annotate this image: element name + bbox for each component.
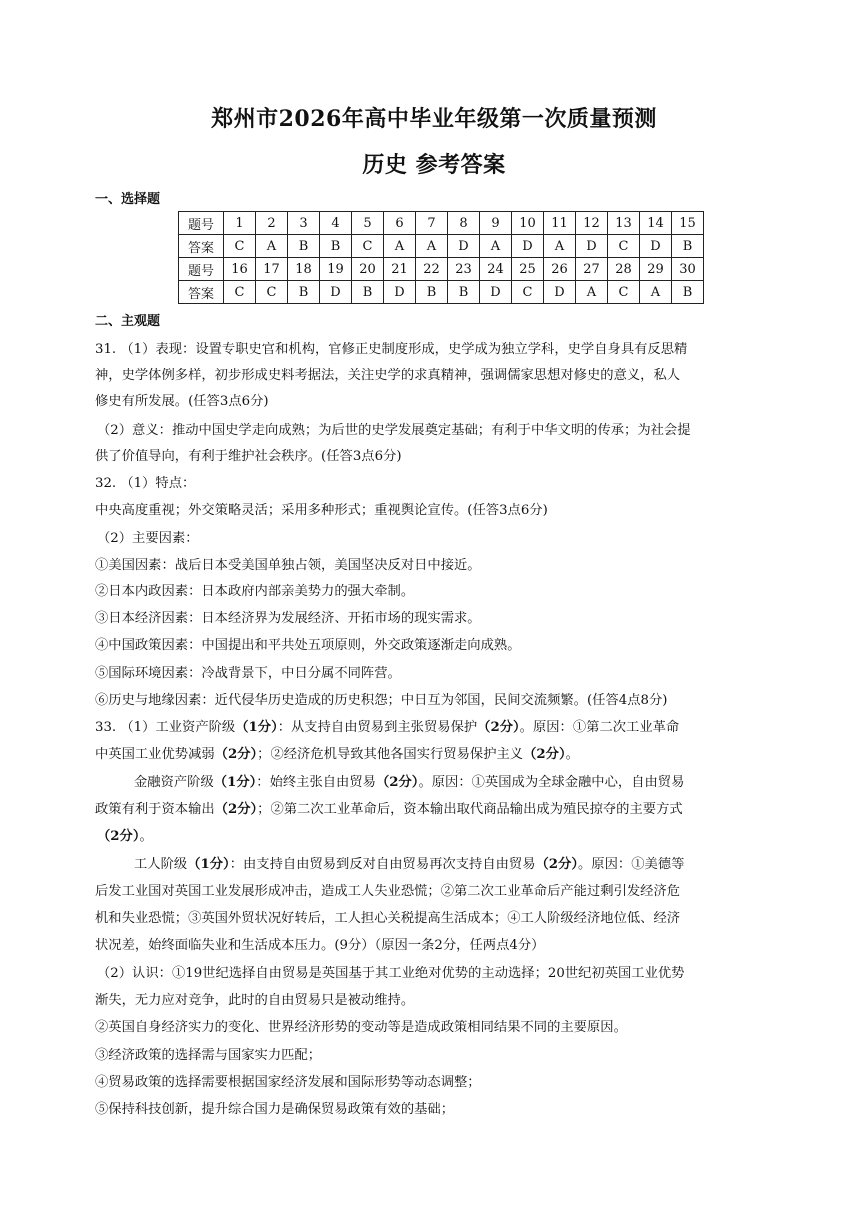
answer-table-cell: 28 xyxy=(608,258,640,281)
q32-line-5: ②日本内政因素：日本政府内部亲美势力的强大牵制。 xyxy=(95,584,415,599)
answer-table-a-row-2 xyxy=(179,281,704,304)
answer-table-cell: 21 xyxy=(384,258,416,281)
answer-table-cell: 13 xyxy=(608,212,640,235)
answer-table-cell: A xyxy=(256,235,288,258)
answer-table-a-row-1 xyxy=(179,235,704,258)
answer-table-cell: 5 xyxy=(352,212,384,235)
section-heading-subjective: 二、主观题 xyxy=(95,314,161,329)
q33-line-10: （2）认识：①19世纪选择自由贸易是英国基于其工业绝对优势的主动选择；20世纪初英国工业优势 xyxy=(97,966,685,981)
q33-line-14: ④贸易政策的选择需要根据国家经济发展和国际形势等动态调整； xyxy=(95,1075,481,1090)
answer-table-cell: 9 xyxy=(480,212,512,235)
q33-line-4: 政策有利于资本输出（2分）；②第二次工业革命后，资本输出取代商品输出成为殖民掠夺的主要方式 xyxy=(95,802,683,817)
answer-table-cell: 4 xyxy=(320,212,352,235)
answer-table-cell: D xyxy=(640,235,672,258)
answer-table-row-label: 答案 xyxy=(179,281,224,304)
answer-table-cell: D xyxy=(384,281,416,304)
q32-line-4: ①美国因素：战后日本受美国单独占领，美国坚决反对日中接近。 xyxy=(95,558,481,573)
answer-table-cell: D xyxy=(544,281,576,304)
answer-table-cell: A xyxy=(576,281,608,304)
answer-table xyxy=(178,211,704,304)
answer-table-row-label: 答案 xyxy=(179,235,224,258)
answer-table-cell: B xyxy=(288,281,320,304)
answer-table-cell: B xyxy=(672,281,704,304)
answer-table-cell: C xyxy=(256,281,288,304)
answer-table-cell: 22 xyxy=(416,258,448,281)
answer-table-cell: A xyxy=(544,235,576,258)
q33-line-2: 中英国工业优势减弱（2分）；②经济危机导致其他各国实行贸易保护主义（2分）。 xyxy=(95,747,579,762)
answer-table-cell: D xyxy=(480,281,512,304)
q32-line-2: 中央高度重视；外交策略灵活；采用多种形式；重视舆论宣传。(任答3点6分) xyxy=(95,503,548,518)
answer-table-q-row-2 xyxy=(179,258,704,281)
answer-table-cell: C xyxy=(224,235,256,258)
q32-line-6: ③日本经济因素：日本经济界为发展经济、开拓市场的现实需求。 xyxy=(95,611,481,626)
answer-table-cell: 30 xyxy=(672,258,704,281)
q31-line-1: 31. （1）表现：设置专职史官和机构，官修正史制度形成，史学成为独立学科，史学自身具有反思精 xyxy=(95,342,688,357)
answer-table-cell: 11 xyxy=(544,212,576,235)
answer-table-cell: C xyxy=(608,281,640,304)
q33-line-1: 33. （1）工业资产阶级（1分）：从支持自由贸易到主张贸易保护（2分）。原因：①第二次工业革命 xyxy=(95,720,680,735)
q33-line-9: 状况差，始终面临失业和生活成本压力。(9分）（原因一条2分，任两点4分） xyxy=(95,938,545,953)
answer-table-cell: 14 xyxy=(640,212,672,235)
q32-line-3: （2）主要因素： xyxy=(97,531,199,546)
answer-table-cell: 29 xyxy=(640,258,672,281)
answer-table-cell: A xyxy=(640,281,672,304)
answer-table-cell: B xyxy=(320,235,352,258)
section-heading-choice: 一、选择题 xyxy=(95,192,161,207)
q33-line-6: 工人阶级（1分）：由支持自由贸易到反对自由贸易再次支持自由贸易（2分）。原因：①美德等 xyxy=(134,857,685,872)
answer-table-cell: A xyxy=(480,235,512,258)
answer-table-cell: D xyxy=(512,235,544,258)
answer-table-cell: B xyxy=(288,235,320,258)
answer-table-cell: 25 xyxy=(512,258,544,281)
q33-line-11: 渐失，无力应对竞争，此时的自由贸易只是被动维持。 xyxy=(95,993,415,1008)
answer-table-cell: C xyxy=(512,281,544,304)
answer-table-cell: 17 xyxy=(256,258,288,281)
q33-line-5: （2分）。 xyxy=(97,829,153,844)
answer-table-cell: 24 xyxy=(480,258,512,281)
answer-table-q-row-1 xyxy=(179,212,704,235)
answer-table-cell: 6 xyxy=(384,212,416,235)
q33-line-8: 机和失业恐慌；③英国外贸状况好转后，工人担心关税提高生活成本；④工人阶级经济地位低、经济 xyxy=(95,911,681,926)
q32-line-8: ⑤国际环境因素：冷战背景下，中日分属不同阵营。 xyxy=(95,666,401,681)
answer-table-cell: D xyxy=(320,281,352,304)
answer-table-cell: 2 xyxy=(256,212,288,235)
answer-table-cell: C xyxy=(608,235,640,258)
answer-table-cell: D xyxy=(448,235,480,258)
answer-table-cell: B xyxy=(416,281,448,304)
answer-table-cell: 3 xyxy=(288,212,320,235)
answer-table-row-label: 题号 xyxy=(179,258,224,281)
q33-line-15: ⑤保持科技创新，提升综合国力是确保贸易政策有效的基础； xyxy=(95,1102,455,1117)
answer-table-cell: 19 xyxy=(320,258,352,281)
answer-table-cell: A xyxy=(384,235,416,258)
answer-table-cell: 10 xyxy=(512,212,544,235)
q32-line-1: 32. （1）特点： xyxy=(95,476,196,491)
answer-table-cell: B xyxy=(672,235,704,258)
answer-table-cell: 16 xyxy=(224,258,256,281)
answer-table-row-label: 题号 xyxy=(179,212,224,235)
q33-line-3: 金融资产阶级（1分）：始终主张自由贸易（2分）。原因：①英国成为全球金融中心，自由贸易 xyxy=(134,775,685,790)
answer-table-cell: B xyxy=(448,281,480,304)
q32-line-9: ⑥历史与地缘因素：近代侵华历史造成的历史积怨；中日互为邻国，民间交流频繁。(任答4点8分) xyxy=(95,693,668,708)
answer-table-cell: 20 xyxy=(352,258,384,281)
answer-table-cell: 15 xyxy=(672,212,704,235)
answer-table-cell: 1 xyxy=(224,212,256,235)
q33-line-13: ③经济政策的选择需与国家实力匹配； xyxy=(95,1048,322,1063)
answer-table-cell: B xyxy=(352,281,384,304)
answer-table-cell: 8 xyxy=(448,212,480,235)
q33-line-7: 后发工业国对英国工业发展形成冲击，造成工人失业恐慌；②第二次工业革命后产能过剩引发经济危 xyxy=(95,884,681,899)
answer-table-cell: A xyxy=(416,235,448,258)
answer-table-cell: 12 xyxy=(576,212,608,235)
q31-line-4: （2）意义：推动中国史学走向成熟；为后世的史学发展奠定基础；有利于中华文明的传承；为社会提 xyxy=(97,423,691,438)
q31-line-3: 修史有所发展。(任答3点6分) xyxy=(95,394,269,409)
answer-table-cell: 27 xyxy=(576,258,608,281)
answer-table-cell: 26 xyxy=(544,258,576,281)
answer-table-cell: 23 xyxy=(448,258,480,281)
page-subtitle: 历史 参考答案 xyxy=(362,152,506,178)
answer-table-cell: C xyxy=(352,235,384,258)
answer-table-cell: C xyxy=(224,281,256,304)
q31-line-5: 供了价值导向，有利于维护社会秩序。(任答3点6分) xyxy=(95,449,402,464)
answer-table-cell: 18 xyxy=(288,258,320,281)
page-title: 郑州市2026年高中毕业年级第一次质量预测 xyxy=(211,106,657,132)
q33-line-12: ②英国自身经济实力的变化、世界经济形势的变动等是造成政策相同结果不同的主要原因。 xyxy=(95,1020,627,1035)
q31-line-2: 神，史学体例多样，初步形成史料考据法，关注史学的求真精神，强调儒家思想对修史的意义，私人 xyxy=(95,368,681,383)
q32-line-7: ④中国政策因素：中国提出和平共处五项原则，外交政策逐渐走向成熟。 xyxy=(95,638,521,653)
answer-table-cell: 7 xyxy=(416,212,448,235)
answer-table-cell: D xyxy=(576,235,608,258)
